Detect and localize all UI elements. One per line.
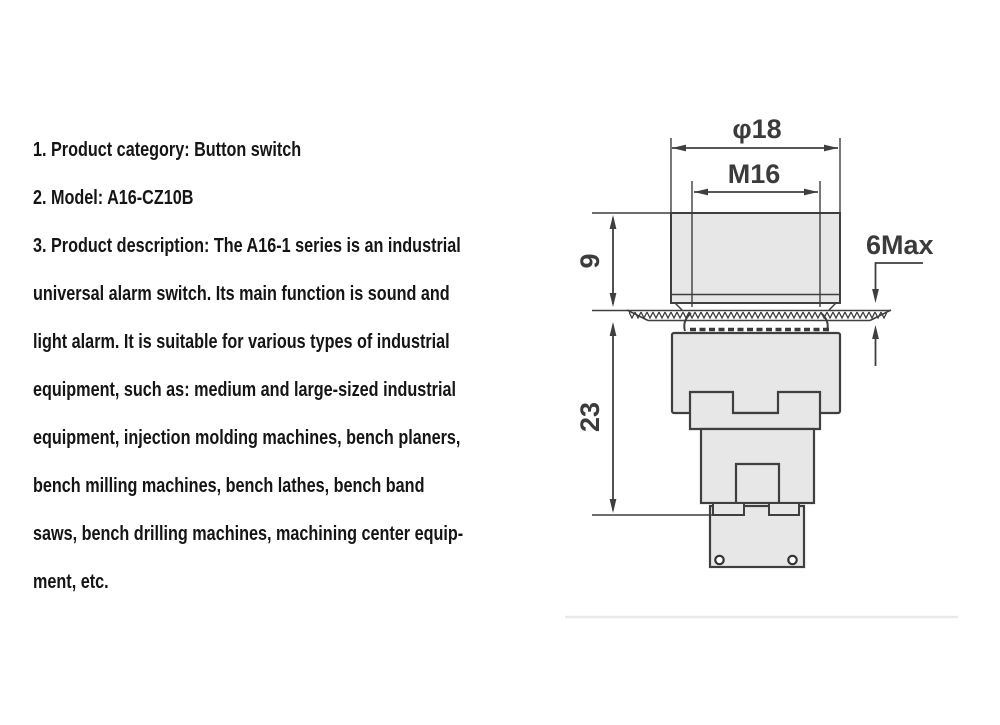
terminal-screw-right xyxy=(788,556,796,564)
lock-washer xyxy=(592,310,891,321)
terminal-block xyxy=(710,503,804,567)
arrowhead-down xyxy=(872,289,879,303)
description-line: universal alarm switch. Its main function is sound and xyxy=(33,282,450,305)
switch-body xyxy=(672,333,840,503)
arrowhead-up xyxy=(610,322,617,336)
arrowhead-right xyxy=(824,145,838,152)
dim-panel-6max xyxy=(866,230,934,366)
dim-label-body-depth: 23 xyxy=(575,401,605,433)
arrowhead-up xyxy=(872,325,879,339)
arrowhead-right xyxy=(804,189,818,196)
lower-housing xyxy=(701,429,814,503)
description-line: 2. Model: A16-CZ10B xyxy=(33,186,194,209)
cap-skirt-left xyxy=(675,303,682,310)
arrowhead-down xyxy=(610,293,617,307)
description-line: 1. Product category: Button switch xyxy=(33,138,302,161)
arrowhead-down xyxy=(610,499,617,513)
button-cap xyxy=(671,213,840,310)
mounting-tab-left xyxy=(713,503,744,515)
terminal-screw-left xyxy=(715,556,723,564)
washer-serration xyxy=(629,311,887,319)
description-line: light alarm. It is suitable for various types of industrial xyxy=(33,330,450,353)
description-line: bench milling machines, bench lathes, bench band xyxy=(33,474,425,497)
description-line: 3. Product description: The A16-1 series is an industrial xyxy=(33,234,461,257)
dim-label-diameter: φ18 xyxy=(732,114,782,144)
dim-label-panel-max: 6Max xyxy=(866,230,934,260)
arrowhead-up xyxy=(610,215,617,229)
description-line: equipment, injection molding machines, bench planers, xyxy=(33,426,461,449)
description-line: ment, etc. xyxy=(33,570,109,593)
mounting-tab-right xyxy=(769,503,799,515)
leader-line xyxy=(876,263,924,290)
dim-label-cap-height: 9 xyxy=(575,253,605,269)
dim-label-thread: M16 xyxy=(727,159,781,189)
description-line: equipment, such as: medium and large-sized industrial xyxy=(33,378,456,401)
cap-body xyxy=(671,213,840,303)
cap-skirt-right xyxy=(829,303,836,310)
arrowhead-left xyxy=(672,145,686,152)
description-line: saws, bench drilling machines, machining center equip- xyxy=(33,522,464,545)
arrowhead-left xyxy=(694,189,708,196)
